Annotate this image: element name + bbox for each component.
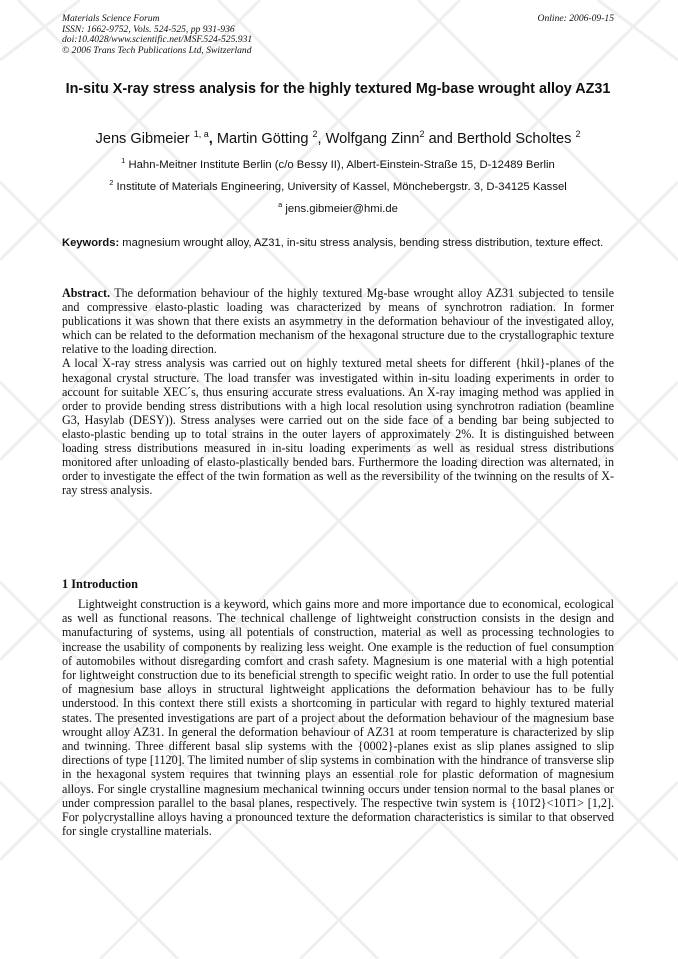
- affiliation-marker: 2: [109, 178, 114, 187]
- affiliation-1: [62, 156, 614, 171]
- issn-line: ISSN: 1662-9752, Vols. 524-525, pp 931-936: [62, 23, 235, 35]
- author-name: Wolfgang Zinn: [325, 130, 420, 147]
- abstract-paragraph-1: [62, 286, 614, 356]
- author-separator: ,: [317, 130, 326, 147]
- author-conjunction: and: [424, 130, 457, 147]
- abstract-text-1: The deformation behaviour of the highly textured Mg-base wrought alloy AZ31 subjected to tensile and compressive elasto-plastic loading was characterized by means of synchrotron radiation. In former publications it was shown that there exists an asymmetry in the deformation behaviour of the investigated alloy, which can be related to the deformation mechanism of the hexagonal structure due to the crystallographic texture relative to the loading direction.: [62, 286, 614, 357]
- journal-name: Materials Science Forum: [62, 13, 160, 24]
- abstract-paragraph-2: A local X-ray stress analysis was carried out on highly textured metal sheets for different {hkil}-planes of the hexagonal crystal structure. The load transfer was investigated within in-situ loading experiments in order to account for suitable XEC´s, thus ensuring accurate stress evaluations. An X-ray imaging method was applied in order to provide bending stress distributions with a high local resolution using synchrotron radiation (beamline G3, Hasylab (DESY)). Stress analyses were carried out on the side face of a bending bar being subjected to elasto-plastic bending up to total strains in the outer layers of approximately 2%. It is distinguished between loading stress distributions measured in in-situ loading experiments as well as residual stress distributions monitored after unloading of elasto-plastically bended bars. Furthermore the loading direction was alternated, in order to investigate the effect of the twin formation as well as the reversibility of the twinning on the results of X-ray stress analysis.: [62, 356, 614, 498]
- author-affiliation-marker: 1, a: [193, 129, 209, 139]
- abstract-block: [62, 286, 614, 497]
- keywords-block: [62, 236, 614, 251]
- introduction-paragraph: Lightweight construction is a keyword, which gains more and more importance due to economical, ecological as well as functional reasons. The technical challenge of lightweight construction consists in the design and manufacturing of systems, using all potentials of construction, material as well as processing technologies to increase the usability of components by realizing less weight. One example is the reduction of fuel consumption of automobiles without disregarding comfort and crash safety. Magnesium is one material with a high potential for lightweight construction due to its beneficial strength to specific weight ratio. In order to use the full potential of magnesium base alloys in structural lightweight applications the deformation behaviour has to be fully understood. In this context there still exists a shortcoming in particular with regard to highly textured material states. The presented investigations are part of a project about the deformation behaviour of the magnesium base wrought alloy AZ31. In general the deformation behaviour of AZ31 at room temperature is characterized by slip and twinning. Three different basal slip systems with the {0002}-planes exist as slip planes assigned to slip directions of type [112̄0]. The limited number of slip systems in combination with the hindrance of transverse slip in the hexagonal system requires that twinning plays an essential role for plastic deformation of magnesium alloys. For single crystalline magnesium mechanical twinning occurs under tension normal to the basal planes or under compression parallel to the basal planes, respectively. The respective twin system is {101̄2}<101̄1> [1,2]. For polycrystalline alloys having a pronounced texture the deformation characteristics is similar to that observed for single crystalline materials.: [62, 597, 614, 839]
- author-name: Berthold Scholtes: [456, 130, 572, 147]
- affiliation-marker: a: [278, 200, 283, 209]
- author-separator: ,: [208, 130, 217, 147]
- doi-line[interactable]: doi:10.4028/www.scientific.net/MSF.524-525.931: [62, 34, 253, 46]
- affiliation-text: Institute of Materials Engineering, University of Kassel, Mönchebergstr. 3, D-34125 Kassel: [113, 180, 567, 193]
- affiliation-2: [62, 178, 614, 193]
- author-affiliation-marker: 2: [419, 129, 425, 139]
- abstract-label: Abstract.: [62, 286, 111, 300]
- section-heading: 1 Introduction: [62, 577, 138, 591]
- affiliation-text: Hahn-Meitner Institute Berlin (c/o Bessy II), Albert-Einstein-Straße 15, D-12489 Berlin: [125, 158, 555, 171]
- journal-header: [62, 14, 252, 56]
- author-name: Jens Gibmeier: [95, 130, 190, 147]
- paper-title: In-situ X-ray stress analysis for the highly textured Mg-base wrought alloy AZ31: [65, 81, 611, 97]
- online-date: Online: 2006-09-15: [537, 13, 614, 24]
- author-list: [62, 129, 614, 147]
- author-affiliation-marker: 2: [575, 129, 581, 139]
- author-affiliation-marker: 2: [312, 129, 318, 139]
- keywords-text: magnesium wrought alloy, AZ31, in-situ stress analysis, bending stress distribution, texture effect.: [119, 237, 604, 249]
- email-address[interactable]: jens.gibmeier@hmi.de: [282, 202, 398, 215]
- author-name: Martin Götting: [216, 130, 309, 147]
- copyright-line: © 2006 Trans Tech Publications Ltd, Switzerland: [62, 44, 252, 56]
- affiliation-marker: 1: [121, 156, 126, 165]
- author-email: [62, 200, 614, 215]
- keywords-label: Keywords:: [62, 237, 120, 249]
